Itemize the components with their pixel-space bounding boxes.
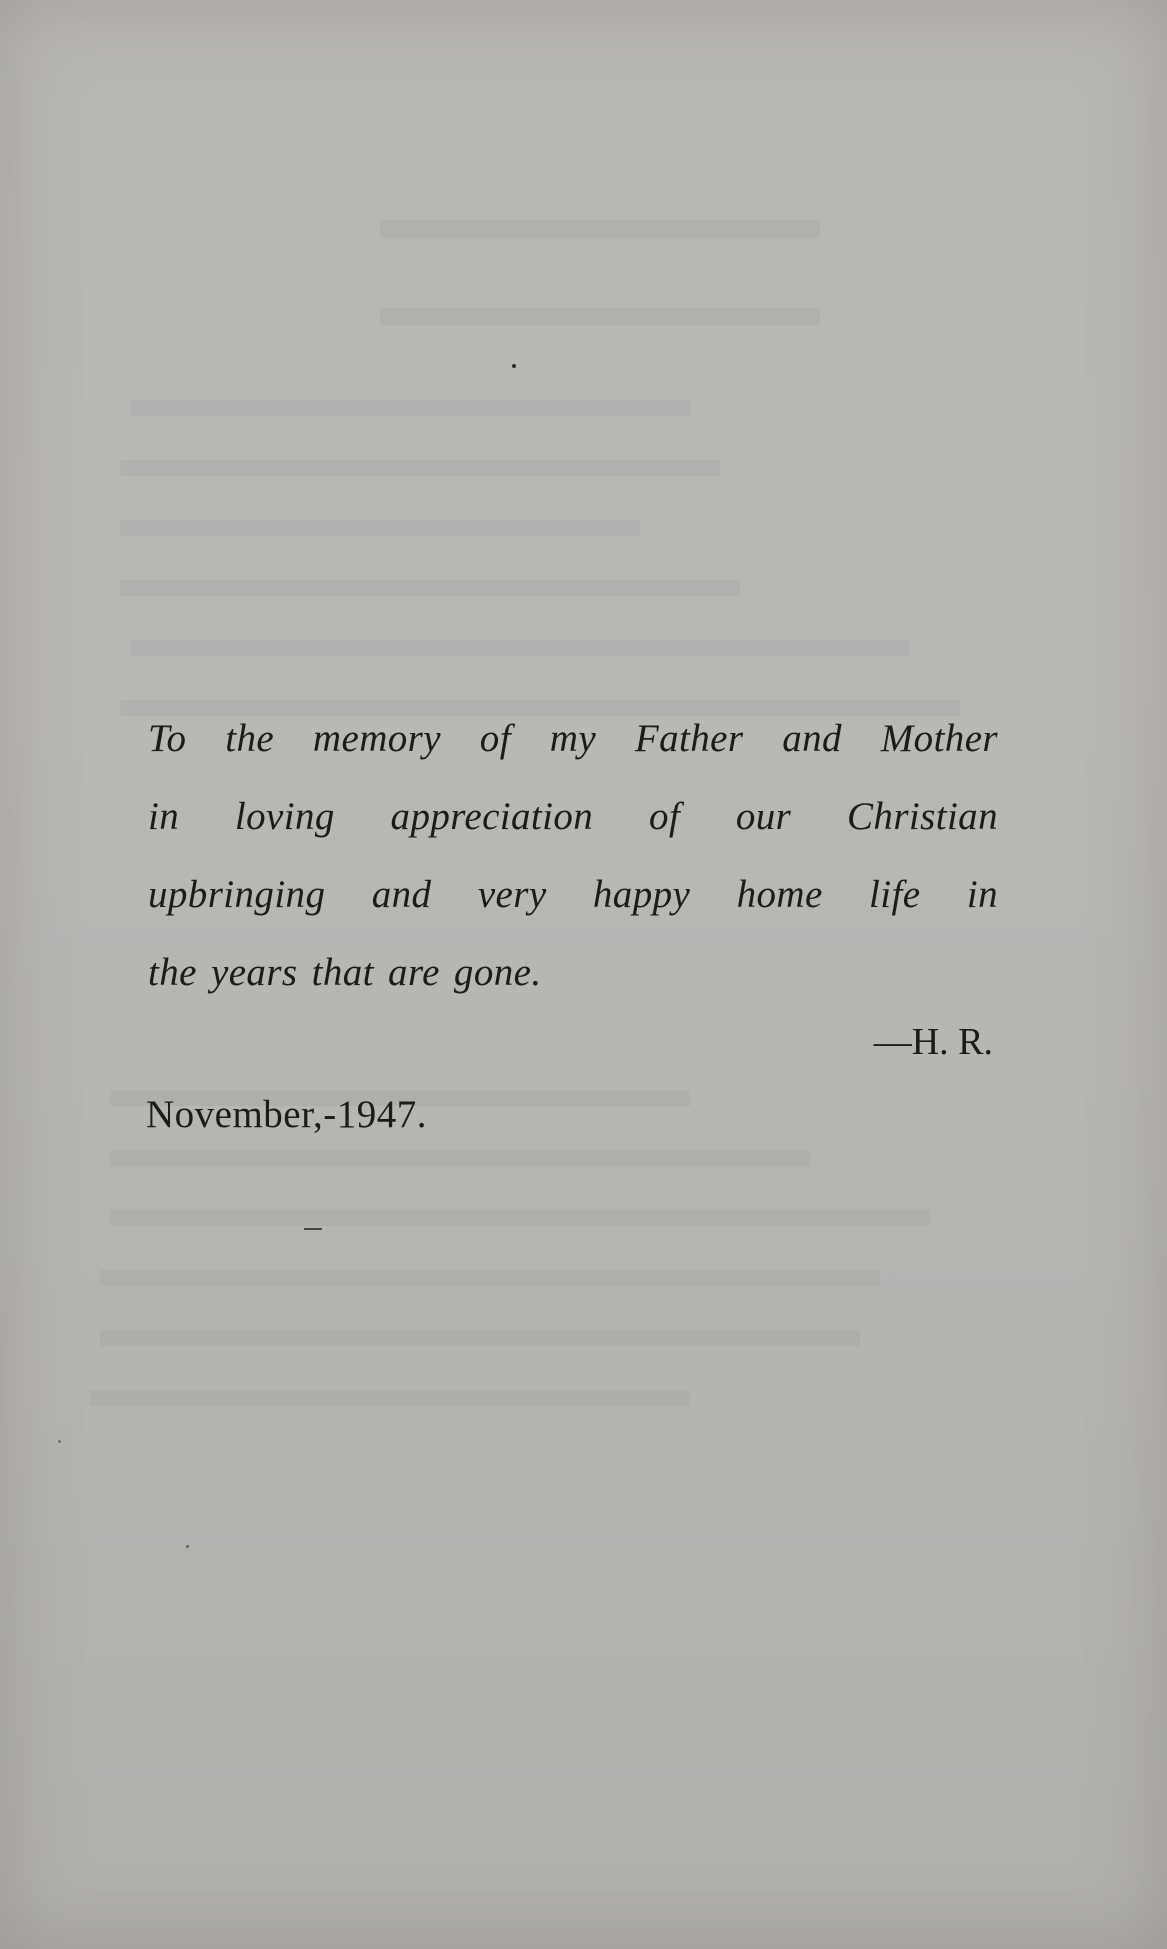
dedication-date: November,-1947.: [146, 1093, 428, 1136]
bleed-through-line: [130, 400, 690, 416]
bleed-through-line: [110, 1150, 810, 1166]
dedication-line: in loving appreciation of our Christian: [148, 795, 998, 838]
dedication-block: [148, 700, 998, 1012]
bleed-through-line: [100, 1270, 880, 1286]
bleed-through-line: [130, 640, 910, 656]
paper-speck: [512, 364, 516, 368]
dedication-line: the years that are gone.: [148, 951, 542, 994]
bleed-through-heading: [380, 220, 820, 326]
paper-speck: [58, 1440, 61, 1443]
dedication-line: To the memory of my Father and Mother: [148, 717, 998, 760]
bleed-through-line: [120, 580, 740, 596]
paper-speck: [186, 1545, 189, 1548]
bleed-through-line: [120, 460, 720, 476]
dedication-line: upbringing and very happy home life in: [148, 873, 998, 916]
bleed-through-line: [100, 1330, 860, 1346]
bleed-through-line: [110, 1210, 930, 1226]
paper-mark: [304, 1228, 322, 1230]
bleed-through-line: [120, 520, 640, 536]
bleed-through-line: [90, 1390, 690, 1406]
signature-initials: —H. R.: [873, 1021, 993, 1063]
